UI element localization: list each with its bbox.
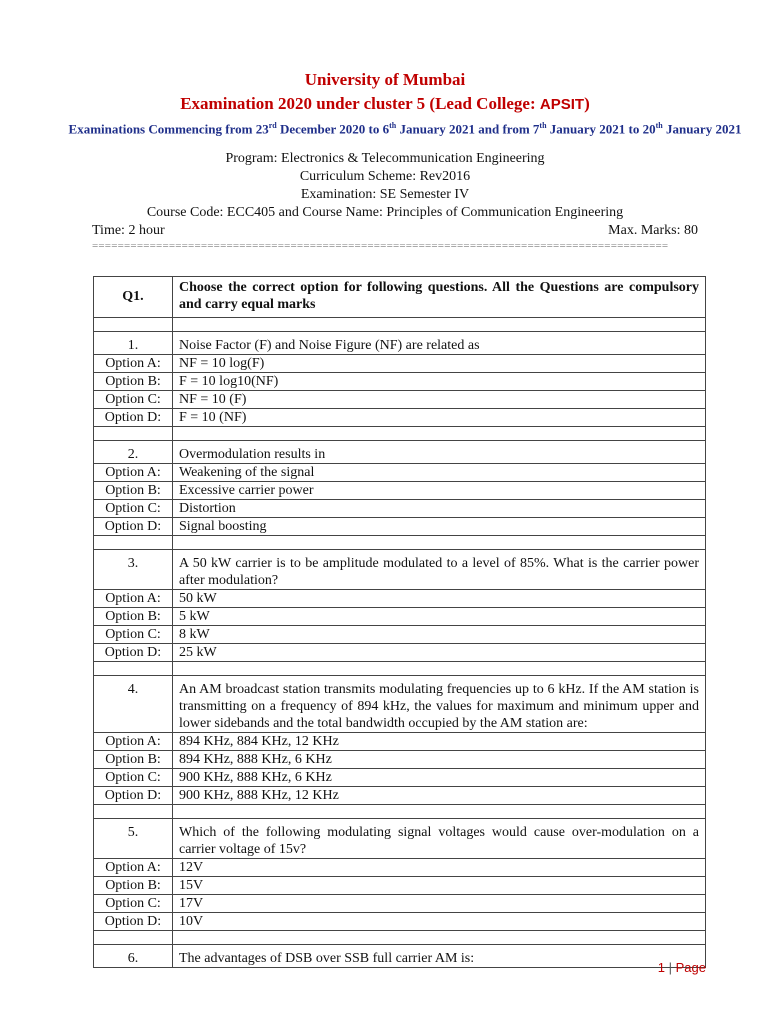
commence-sup: rd (268, 121, 277, 130)
page-number: 1 (657, 960, 665, 975)
question-text: An AM broadcast station transmits modulating frequencies up to 6 kHz. If the AM station is transmitting on a frequency of 894 kHz, the values for maximum and minimum upper and lower sidebands and the total bandwidth occupied by the AM station are: (173, 676, 706, 733)
option-label: Option B: (94, 373, 173, 391)
option-label: Option D: (94, 409, 173, 427)
section-number: Q1. (94, 277, 173, 318)
option-text: Excessive carrier power (173, 482, 706, 500)
spacer-cell (173, 318, 706, 332)
option-row (94, 733, 706, 751)
spacer-cell (173, 536, 706, 550)
spacer-cell (94, 318, 173, 332)
option-text: NF = 10 log(F) (173, 355, 706, 373)
spacer-row (94, 931, 706, 945)
spacer-row (94, 536, 706, 550)
option-label: Option D: (94, 787, 173, 805)
question-text: Which of the following modulating signal voltages would cause over-modulation on a carrier voltage of 15v? (173, 819, 706, 859)
option-label: Option D: (94, 518, 173, 536)
option-text: 15V (173, 877, 706, 895)
commence-sup: th (655, 121, 663, 130)
option-row (94, 877, 706, 895)
question-number: 5. (94, 819, 173, 859)
option-text: 900 KHz, 888 KHz, 12 KHz (173, 787, 706, 805)
option-row (94, 391, 706, 409)
option-label: Option B: (94, 877, 173, 895)
time-marks-row (92, 223, 698, 239)
page-footer (658, 960, 706, 975)
question-number: 3. (94, 550, 173, 590)
spacer-cell (173, 427, 706, 441)
option-row (94, 608, 706, 626)
spacer-cell (94, 427, 173, 441)
option-text: 5 kW (173, 608, 706, 626)
question-number: 1. (94, 332, 173, 355)
spacer-row (94, 662, 706, 676)
question-row (94, 441, 706, 464)
option-label: Option A: (94, 733, 173, 751)
option-row (94, 373, 706, 391)
spacer-cell (94, 931, 173, 945)
question-row (94, 819, 706, 859)
section-instruction: Choose the correct option for following questions. All the Questions are compulsory and carry equal marks (173, 277, 706, 318)
examination-line: Examination: SE Semester IV (300, 187, 470, 202)
question-text: The advantages of DSB over SSB full carrier AM is: (173, 945, 706, 968)
commence-part: January 2021 to 20 (546, 121, 656, 137)
option-text: 50 kW (173, 590, 706, 608)
option-label: Option C: (94, 769, 173, 787)
option-label: Option C: (94, 626, 173, 644)
option-row (94, 859, 706, 877)
question-number: 2. (94, 441, 173, 464)
option-label: Option D: (94, 913, 173, 931)
time-label: Time: 2 hour (92, 223, 165, 238)
option-label: Option A: (94, 590, 173, 608)
option-label: Option A: (94, 859, 173, 877)
option-text: 900 KHz, 888 KHz, 6 KHz (173, 769, 706, 787)
exam-title (0, 94, 770, 114)
spacer-cell (94, 662, 173, 676)
exam-commencement-dates (60, 117, 750, 137)
exam-title-suffix: ) (584, 94, 590, 113)
page-footer-separator: | (668, 960, 672, 975)
spacer-row (94, 427, 706, 441)
commence-sup: th (539, 121, 547, 130)
question-row (94, 676, 706, 733)
option-text: 894 KHz, 884 KHz, 12 KHz (173, 733, 706, 751)
header-separator: ========================================================================================== (92, 240, 669, 252)
option-row (94, 409, 706, 427)
course-line: Course Code: ECC405 and Course Name: Principles of Communication Engineering (146, 205, 624, 220)
spacer-row (94, 318, 706, 332)
option-label: Option A: (94, 355, 173, 373)
commence-part: January 2021 (662, 121, 742, 137)
spacer-cell (173, 805, 706, 819)
option-label: Option C: (94, 391, 173, 409)
question-text: Overmodulation results in (173, 441, 706, 464)
option-label: Option B: (94, 482, 173, 500)
question-row (94, 945, 706, 968)
section-header-row (94, 277, 706, 318)
option-label: Option C: (94, 500, 173, 518)
option-text: 25 kW (173, 644, 706, 662)
option-label: Option B: (94, 751, 173, 769)
option-label: Option D: (94, 644, 173, 662)
question-text: A 50 kW carrier is to be amplitude modulated to a level of 85%. What is the carrier power after modulation? (173, 550, 706, 590)
question-text: Noise Factor (F) and Noise Figure (NF) are related as (173, 332, 706, 355)
program-line: Program: Electronics & Telecommunication Engineering (225, 151, 545, 166)
question-number: 4. (94, 676, 173, 733)
option-row (94, 895, 706, 913)
option-row (94, 355, 706, 373)
question-number: 6. (94, 945, 173, 968)
option-text: 894 KHz, 888 KHz, 6 KHz (173, 751, 706, 769)
option-text: Distortion (173, 500, 706, 518)
exam-title-prefix: Examination 2020 under cluster 5 (Lead College: (180, 94, 540, 113)
option-text: F = 10 (NF) (173, 409, 706, 427)
max-marks-label: Max. Marks: 80 (608, 223, 698, 238)
commence-part: Examinations Commencing from 23 (68, 121, 269, 137)
option-text: 12V (173, 859, 706, 877)
exam-title-college: APSIT (539, 96, 585, 113)
spacer-cell (173, 931, 706, 945)
option-row (94, 751, 706, 769)
option-text: Weakening of the signal (173, 464, 706, 482)
option-row (94, 913, 706, 931)
option-row (94, 590, 706, 608)
option-row (94, 500, 706, 518)
university-title: University of Mumbai (304, 70, 466, 89)
option-label: Option B: (94, 608, 173, 626)
option-label: Option C: (94, 895, 173, 913)
option-label: Option A: (94, 464, 173, 482)
option-text: NF = 10 (F) (173, 391, 706, 409)
spacer-cell (94, 805, 173, 819)
spacer-cell (94, 536, 173, 550)
option-row (94, 464, 706, 482)
spacer-cell (173, 662, 706, 676)
option-text: 8 kW (173, 626, 706, 644)
commence-sup: th (389, 121, 397, 130)
commence-part: January 2021 and from 7 (396, 121, 540, 137)
option-text: 10V (173, 913, 706, 931)
commence-part: December 2020 to 6 (276, 121, 390, 137)
option-text: 17V (173, 895, 706, 913)
option-row (94, 787, 706, 805)
option-row (94, 518, 706, 536)
questions-table (93, 276, 706, 968)
question-row (94, 550, 706, 590)
scheme-line: Curriculum Scheme: Rev2016 (299, 169, 471, 184)
option-row (94, 769, 706, 787)
option-row (94, 644, 706, 662)
option-text: F = 10 log10(NF) (173, 373, 706, 391)
question-row (94, 332, 706, 355)
option-text: Signal boosting (173, 518, 706, 536)
page-word: Page (675, 960, 706, 975)
option-row (94, 482, 706, 500)
spacer-row (94, 805, 706, 819)
option-row (94, 626, 706, 644)
